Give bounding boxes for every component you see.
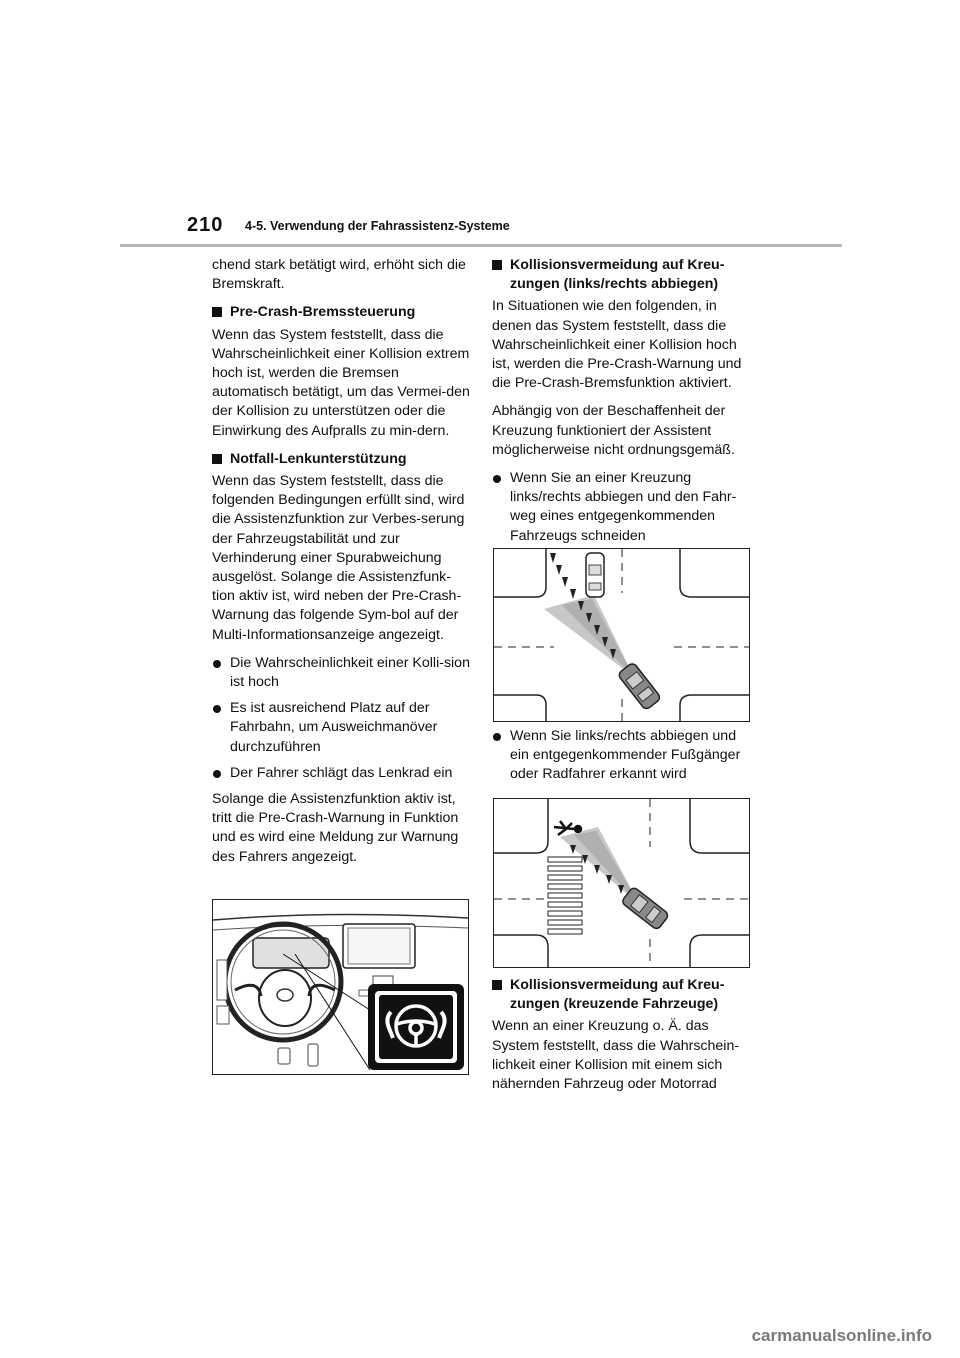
footer-watermark: carmanualsonline.info bbox=[751, 1326, 932, 1345]
heading-intersection-crossing: Kollisionsvermeidung auf Kreu-zungen (kreuzende Fahrzeuge) bbox=[492, 976, 750, 1014]
paragraph: Solange die Assistenzfunktion aktiv ist, tritt die Pre-Crash-Warnung in Funktion und es wird eine Meldung zur Warnung des Fahrers angezeigt. bbox=[212, 791, 459, 865]
header-rule bbox=[120, 244, 842, 247]
bullet-item: Der Fahrer schlägt das Lenkrad ein bbox=[212, 764, 470, 783]
intersection-pedestrian-figure bbox=[493, 798, 750, 968]
right-column-bullet2 bbox=[492, 727, 750, 792]
bullet-item: Wenn Sie an einer Kreuzung links/rechts abbiegen und den Fahr-weg eines entgegenkommenden Fahrzeugs schneiden bbox=[492, 469, 750, 546]
paragraph: Abhängig von der Beschaffenheit der Kreuzung funktioniert der Assistent möglicherweise nicht ordnungsgemäß. bbox=[492, 403, 735, 458]
heading-intersection-turning: Kollisionsvermeidung auf Kreu-zungen (links/rechts abbiegen) bbox=[492, 256, 750, 294]
paragraph: Wenn das System feststellt, dass die folgenden Bedingungen erfüllt sind, wird die Assistenzfunktion zur Verbes-serung der Fahrzeugstabilität und zur Verhinderung einer Spurabweichung ausgelöst. Solange die Assistenzfunk-tion aktiv ist, wird neben der Pre-Crash-Warnung das folgende Sym-bol auf der Multi-Informationsanzeige angezeigt. bbox=[212, 473, 465, 643]
page-number: 210 bbox=[187, 214, 224, 236]
intersection-vehicle-figure bbox=[493, 548, 750, 722]
right-column-top bbox=[492, 256, 750, 553]
dashboard-figure bbox=[212, 899, 469, 1075]
left-column bbox=[212, 256, 470, 876]
right-column-bottom bbox=[492, 976, 750, 1103]
paragraph: Wenn das System feststellt, dass die Wahrscheinlichkeit einer Kollision extrem hoch ist, werden die Bremsen automatisch betätigt, um das Vermei-den der Kollision zu unterstützen oder die Einwirkung des Aufpralls zu min-dern. bbox=[212, 326, 470, 439]
paragraph: Wenn an einer Kreuzung o. Ä. das System feststellt, dass die Wahrschein-lichkeit einer Kollision mit einem sich nähernden Fahrzeug oder Motorrad bbox=[492, 1018, 740, 1093]
bullet-item: Es ist ausreichend Platz auf der Fahrbahn, um Ausweichmanöver durchzuführen bbox=[212, 699, 470, 757]
heading-emergency-steering: Notfall-Lenkunterstützung bbox=[212, 450, 470, 469]
paragraph: chend stark betätigt wird, erhöht sich die Bremskraft. bbox=[212, 257, 466, 293]
heading-pre-crash-brake: Pre-Crash-Bremssteuerung bbox=[212, 303, 470, 322]
section-title: 4-5. Verwendung der Fahrassistenz-Systeme bbox=[245, 219, 510, 233]
bullet-item: Die Wahrscheinlichkeit einer Kolli-sion ist hoch bbox=[212, 654, 470, 692]
paragraph: In Situationen wie den folgenden, in denen das System feststellt, dass die Wahrscheinlichkeit einer Kollision hoch ist, werden die Pre-Crash-Warnung und die Pre-Crash-Bremsfunktion aktiviert. bbox=[492, 298, 742, 392]
bullet-item: Wenn Sie links/rechts abbiegen und ein entgegenkommender Fußgänger oder Radfahrer erkannt wird bbox=[492, 727, 750, 785]
